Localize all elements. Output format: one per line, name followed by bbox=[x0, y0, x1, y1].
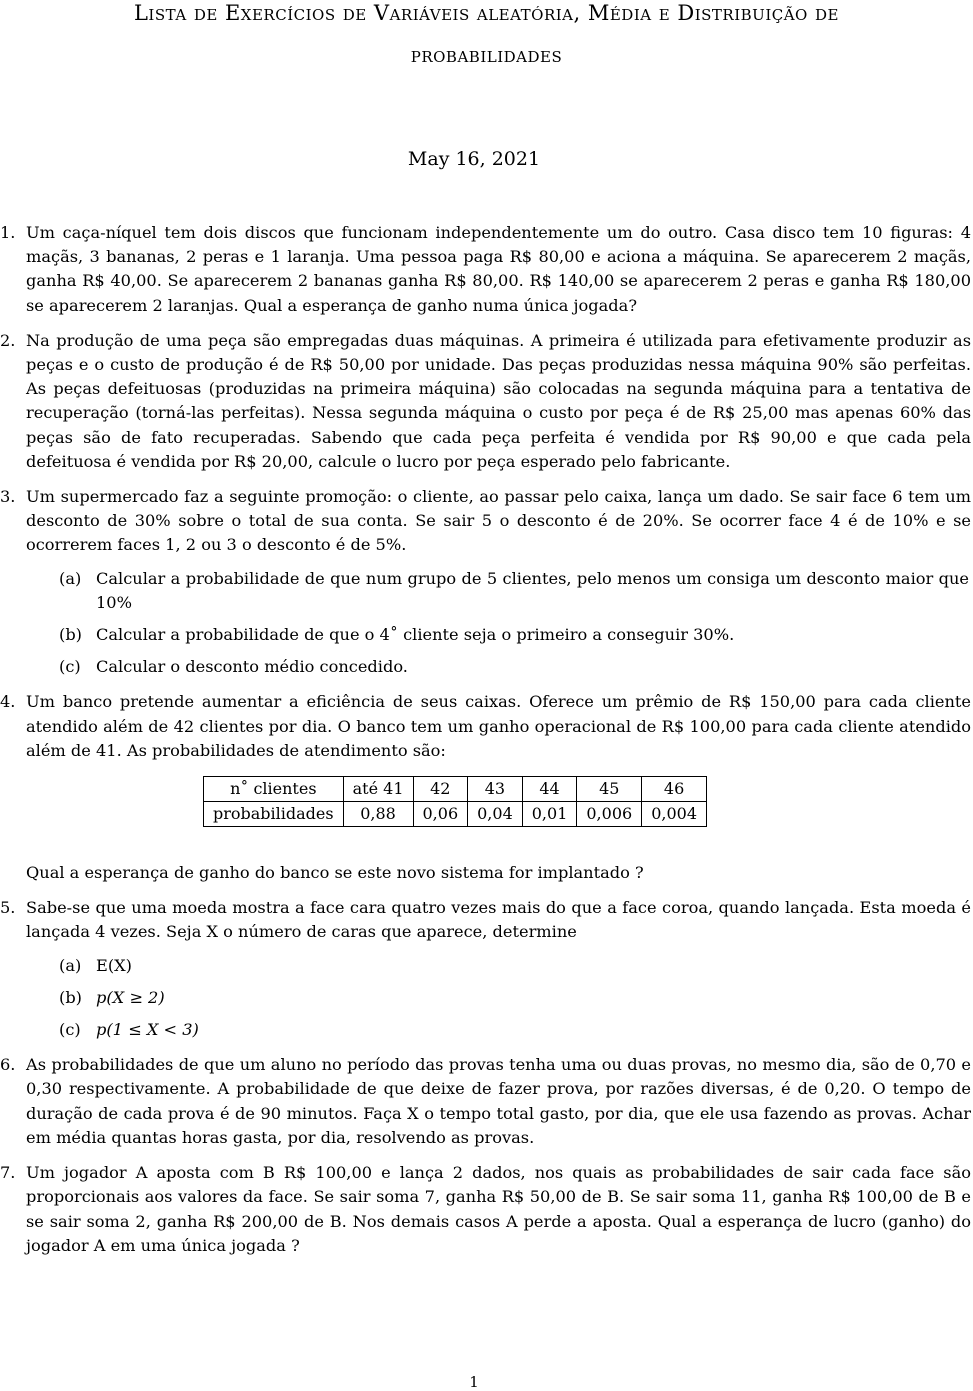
problem-number: 2. bbox=[0, 330, 16, 350]
problem-text: Sabe-se que uma moeda mostra a face cara quatro vezes mais do que a face coroa, quando lançada. Esta moeda é lançada 4 vezes. Seja X o número de caras que aparece, determine bbox=[26, 898, 971, 942]
subitem-label: (c) bbox=[59, 1020, 81, 1040]
problem-list bbox=[0, 221, 973, 1269]
problem-number: 7. bbox=[0, 1163, 16, 1183]
problem-number: 1. bbox=[0, 223, 16, 242]
table-cell: até 41 bbox=[343, 777, 413, 802]
problem-1 bbox=[0, 221, 973, 318]
problem-6 bbox=[0, 1053, 973, 1150]
table-cell: 0,04 bbox=[468, 802, 523, 827]
subitem-text: Calcular o desconto médio concedido. bbox=[96, 657, 408, 677]
table-cell: n˚ clientes bbox=[204, 777, 344, 802]
subitem-list bbox=[26, 567, 971, 680]
subitem-label: (a) bbox=[59, 955, 82, 975]
problem-7 bbox=[0, 1161, 973, 1258]
subitem-label: (c) bbox=[59, 657, 81, 677]
table-cell: probabilidades bbox=[204, 802, 344, 827]
probability-table bbox=[203, 776, 707, 827]
subitem-label: (b) bbox=[59, 625, 82, 645]
subitem-list bbox=[26, 954, 971, 1043]
subitem-a bbox=[26, 954, 971, 978]
table-row bbox=[204, 802, 707, 827]
problem-4 bbox=[0, 690, 973, 885]
table-cell: 44 bbox=[522, 777, 577, 802]
problem-number: 4. bbox=[0, 692, 16, 712]
table-cell: 0,88 bbox=[343, 802, 413, 827]
table-header-row bbox=[204, 777, 707, 802]
problem-text: Um supermercado faz a seguinte promoção: o cliente, ao passar pelo caixa, lança um dado. Se sair face 6 tem um desconto de 30% sobre o total de sua conta. Se sair 5 o desconto é de 20%. Se ocorrer face 4 é de 10% e se ocorrerem faces 1, 2 ou 3 o desconto é de 5%. bbox=[26, 487, 971, 555]
subitem-text: E(X) bbox=[96, 955, 132, 975]
subitem-text: p(1 ≤ X < 3) bbox=[96, 1020, 199, 1040]
problem-text: Um caça-níquel tem dois discos que funcionam independentemente um do outro. Casa disco tem 10 figuras: 4 maçãs, 3 bananas, 2 peras e 1 laranja. Uma pessoa paga R$ 80,00 e aciona a máquina. Se aparecerem 2 maçãs, ganha R$ 40,00. Se aparecerem 2 bananas ganha R$ 80,00. R$ 140,00 se aparecerem 2 peras e ganha R$ 180,00 se aparecerem 2 laranjas. Qual a esperança de ganho numa única jogada? bbox=[26, 223, 971, 315]
table-cell: 0,01 bbox=[522, 802, 577, 827]
subitem-c bbox=[26, 655, 971, 679]
document-title-line-1: Lista de Exercícios de Variáveis aleatória, Média e Distribuição de bbox=[133, 1, 839, 25]
table-cell: 43 bbox=[468, 777, 523, 802]
problem-followup-text: Qual a esperança de ganho do banco se este novo sistema for implantado ? bbox=[26, 863, 644, 883]
subitem-b bbox=[26, 623, 971, 647]
problem-3 bbox=[0, 485, 973, 679]
problem-text: As probabilidades de que um aluno no período das provas tenha uma ou duas provas, no mesmo dia, são de 0,70 e 0,30 respectivamente. A probabilidade de que deixe de fazer prova, por razões diversas, é de 0,20. O tempo de duração de cada prova é de 90 minutos. Faça X o tempo total gasto, por dia, que ele usa fazendo as provas. Achar em média quantas horas gasta, por dia, resolvendo as provas. bbox=[26, 1055, 971, 1147]
subitem-text: p(X ≥ 2) bbox=[96, 987, 165, 1007]
problem-text: Na produção de uma peça são empregadas duas máquinas. A primeira é utilizada para efetivamente produzir as peças e o custo de produção é de R$ 50,00 por unidade. Das peças produzidas nessa máquina 90% são perfeitas. As peças defeituosas (produzidas na primeira máquina) são colocadas na segunda máquina para a tentativa de recuperação (torná-las perfeitas). Nessa segunda máquina o custo por peça é de R$ 25,00 mas apenas 60% das peças são de fato recuperadas. Sabendo que cada peça perfeita é vendida por R$ 90,00 e que cada pela defeituosa é vendida por R$ 20,00, calcule o lucro por peça esperado pelo fabricante. bbox=[26, 330, 971, 471]
subitem-text: Calcular a probabilidade de que o 4˚ cliente seja o primeiro a conseguir 30%. bbox=[96, 625, 735, 645]
subitem-text: Calcular a probabilidade de que num grupo de 5 clientes, pelo menos um consiga um desconto maior que 10% bbox=[96, 568, 969, 612]
table-cell: 0,006 bbox=[577, 802, 642, 827]
table-cell: 45 bbox=[577, 777, 642, 802]
problem-text: Um banco pretende aumentar a eficiência de seus caixas. Oferece um prêmio de R$ 150,00 para cada cliente atendido além de 42 clientes por dia. O banco tem um ganho operacional de R$ 100,00 para cada cliente atendido além de 41. As probabilidades de atendimento são: bbox=[26, 692, 971, 760]
document-title-line-2: probabilidades bbox=[410, 43, 563, 67]
document-date: May 16, 2021 bbox=[407, 148, 541, 170]
subitem-b bbox=[26, 986, 971, 1010]
page-number: 1 bbox=[469, 1373, 479, 1391]
problem-number: 6. bbox=[0, 1055, 16, 1075]
subitem-c bbox=[26, 1018, 971, 1042]
subitem-label: (a) bbox=[59, 568, 82, 588]
table-cell: 46 bbox=[642, 777, 707, 802]
table-cell: 0,06 bbox=[413, 802, 468, 827]
problem-2 bbox=[0, 329, 973, 474]
subitem-a bbox=[26, 567, 971, 615]
table-cell: 0,004 bbox=[642, 802, 707, 827]
problem-text: Um jogador A aposta com B R$ 100,00 e lança 2 dados, nos quais as probabilidades de sair cada face são proporcionais aos valores da face. Se sair soma 7, ganha R$ 50,00 de B. Se sair soma 11, ganha R$ 100,00 de B e se sair soma 2, ganha R$ 200,00 de B. Nos demais casos A perde a aposta. Qual a esperança de lucro (ganho) do jogador A em uma única jogada ? bbox=[26, 1163, 971, 1255]
table-cell: 42 bbox=[413, 777, 468, 802]
problem-number: 5. bbox=[0, 898, 16, 918]
problem-number: 3. bbox=[0, 487, 16, 507]
problem-5 bbox=[0, 896, 973, 1042]
subitem-label: (b) bbox=[59, 987, 82, 1007]
